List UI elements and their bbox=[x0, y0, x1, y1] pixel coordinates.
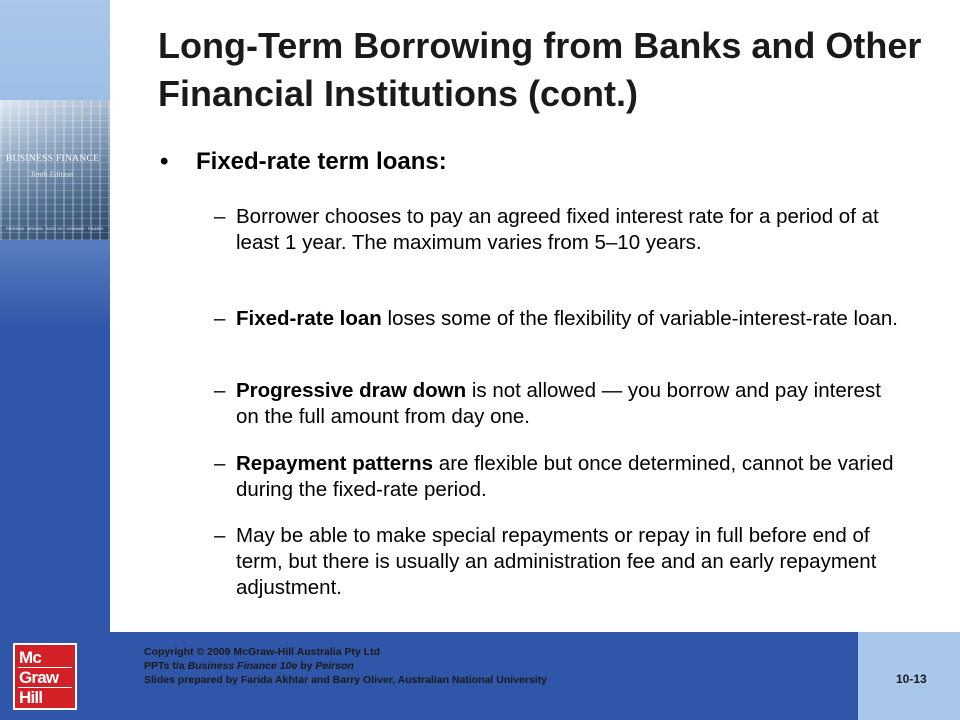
dash-marker: – bbox=[214, 379, 226, 402]
mcgraw-hill-logo bbox=[13, 643, 77, 710]
sub-point-text: loses some of the flexibility of variable-interest-rate loan. bbox=[381, 307, 898, 330]
bullet-dot-icon: • bbox=[160, 148, 169, 175]
footer-ppts-by: by bbox=[297, 660, 316, 672]
sub-point-text: Borrower chooses to pay an agreed fixed interest rate for a period of at least 1 year. The maximum varies from 5–10 years. bbox=[236, 205, 879, 254]
sub-point-bold: Fixed-rate loan bbox=[236, 307, 382, 330]
main-bullet bbox=[160, 148, 447, 176]
footer-credits bbox=[144, 645, 547, 687]
dash-marker: – bbox=[214, 205, 226, 228]
logo-text-graw: Graw bbox=[19, 668, 59, 687]
sub-point-bold: Progressive draw down bbox=[236, 379, 467, 402]
book-cover-authors: PEIRSON · BROWN · EASTON · HOWARD · PINDER bbox=[6, 226, 104, 231]
left-sidebar-bar bbox=[0, 0, 110, 632]
page-number: 10-13 bbox=[896, 672, 927, 686]
book-cover-image bbox=[0, 100, 110, 240]
footer-book-title: Business Finance 10e bbox=[187, 660, 298, 672]
sub-point bbox=[214, 523, 904, 601]
slide-title: Long-Term Borrowing from Banks and Other Financial Institutions (cont.) bbox=[158, 25, 922, 114]
sub-point bbox=[214, 306, 904, 332]
footer-ppts-prefix: PPTs t/a bbox=[144, 660, 188, 672]
sub-point-bold: Repayment patterns bbox=[236, 452, 434, 475]
sub-point-text: May be able to make special repayments or repay in full before end of term, but there is usually an administration fee and an early repayment adjustment. bbox=[236, 524, 877, 599]
footer-ppts-line bbox=[144, 659, 547, 673]
sub-point bbox=[214, 451, 904, 503]
footer-prepared-by: Slides prepared by Farida Akhtar and Barry Oliver, Australian National University bbox=[144, 674, 548, 686]
sub-point bbox=[214, 204, 904, 256]
book-cover-edition: Tenth Edition bbox=[30, 170, 74, 179]
book-cover-title: BUSINESS FINANCE bbox=[6, 154, 100, 164]
sub-point-text: is not allowed — you borrow and pay interest on the full amount from day one. bbox=[236, 379, 881, 428]
dash-marker: – bbox=[214, 452, 226, 475]
sub-point-text: are flexible but once determined, cannot be varied during the fixed-rate period. bbox=[236, 452, 894, 501]
dash-marker: – bbox=[214, 524, 226, 547]
logo-text-hill: Hill bbox=[19, 688, 43, 707]
dash-marker: – bbox=[214, 307, 226, 330]
sub-point bbox=[214, 378, 904, 430]
footer-copyright: Copyright © 2009 McGraw-Hill Australia Pty Ltd bbox=[144, 646, 381, 658]
logo-text-mc: Mc bbox=[19, 648, 42, 667]
main-bullet-text: Fixed-rate term loans: bbox=[196, 148, 447, 175]
footer-author: Peirson bbox=[315, 660, 354, 672]
